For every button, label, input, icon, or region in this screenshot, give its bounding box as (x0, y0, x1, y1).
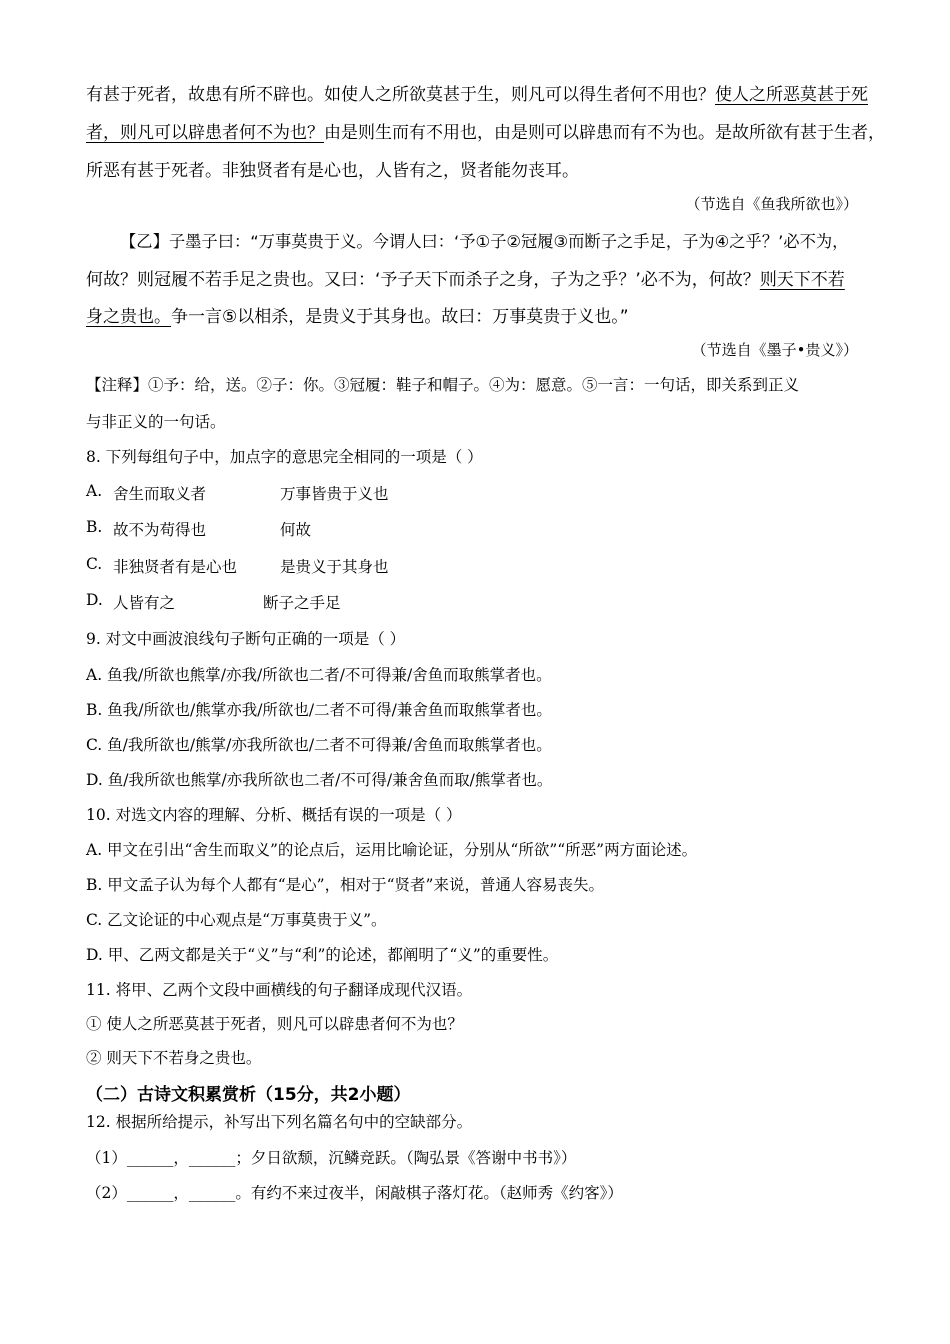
q9-option-a-text: A. 鱼我/所欲也熊掌/亦我/所欲也二者/不可得兼/舍鱼而取熊掌者也。 (86, 666, 552, 684)
q8-option-d-sentence-2: 断子之手足 (263, 594, 341, 612)
q8-stem-text: 8. 下列每组句子中，加点字的意思完全相同的一项是（ ） (86, 448, 483, 466)
jia-line-3 (86, 156, 579, 181)
q8-option-b (86, 518, 312, 539)
q10-option-d-text: D. 甲、乙两文都是关于“义”与“利”的论述，都阐明了“义”的重要性。 (86, 946, 559, 964)
q8-option-a (86, 482, 389, 503)
q8-option-b-sentence-1: 故不为苟得也 (113, 521, 207, 539)
yi-source (692, 339, 858, 360)
q10-option-b (86, 873, 604, 895)
q8-option-a-sentence-2: 万事皆贵于义也 (280, 485, 389, 503)
q8-option-a-label: A. (86, 482, 103, 500)
jia-line-2 (86, 118, 885, 143)
q10-stem (86, 803, 462, 825)
q9-option-b (86, 698, 552, 720)
q8-option-a-sentence-1: 舍生而取义者 (113, 485, 207, 503)
yi-source-text: （节选自《墨子•贵义》） (691, 341, 858, 359)
q8-stem (86, 445, 483, 467)
jia-underlined-sentence-part1: 使人之所恶莫甚于死 (715, 85, 868, 105)
q10-option-d (86, 943, 558, 965)
q11-item-1 (86, 1012, 463, 1034)
notes-line-2-text: 与非正义的一句话。 (86, 413, 226, 431)
q11-item-1-text: ① 使人之所恶莫甚于死者，则凡可以辟患者何不为也？ (86, 1015, 463, 1033)
q11-item-2 (86, 1046, 261, 1068)
jia-line-1 (86, 80, 868, 105)
q8-option-d-label: D. (86, 591, 103, 609)
yi-line-1 (120, 228, 848, 252)
notes-line-1 (86, 373, 799, 395)
yi-line-3-text: 争一言⑤以相杀，是贵义于其身也。故曰：万事莫贵于义也。” (171, 307, 629, 327)
q9-option-d-text: D. 鱼/我所欲也熊掌/亦我所欲也二者/不可得/兼舍鱼而取/熊掌者也。 (86, 771, 553, 789)
q10-option-a-text: A. 甲文在引出“舍生而取义”的论点后，运用比喻论证，分别从“所欲”“所恶”两方面论述。 (86, 841, 698, 859)
jia-source-text: （节选自《鱼我所欲也》） (685, 195, 858, 213)
q12-stem-text: 12. 根据所给提示，补写出下列名篇名句中的空缺部分。 (86, 1113, 473, 1131)
q8-option-c-sentence-1: 非独贤者有是心也 (113, 558, 238, 576)
jia-source (685, 193, 858, 214)
q10-option-c (86, 908, 387, 930)
q9-option-c (86, 733, 552, 755)
q8-option-c (86, 555, 389, 576)
q11-stem-text: 11. 将甲、乙两个文段中画横线的句子翻译成现代汉语。 (86, 981, 473, 999)
notes-line-1-text: 【注释】①予：给，送。②子：你。③冠履：鞋子和帽子。④为：愿意。⑤一言：一句话，即关系到正义 (86, 376, 800, 394)
jia-line-3-text: 所恶有甚于死者。非独贤者有是心也，人皆有之，贤者能勿丧耳。 (86, 161, 579, 181)
q8-option-d (86, 591, 341, 612)
q9-stem-text: 9. 对文中画波浪线句子断句正确的一项是（ ） (86, 630, 406, 648)
q11-item-2-text: ② 则天下不若身之贵也。 (86, 1049, 262, 1067)
q8-option-c-sentence-2: 是贵义于其身也 (280, 558, 389, 576)
q9-option-a (86, 663, 552, 685)
section-2-heading (86, 1080, 411, 1105)
jia-line-1-text: 有甚于死者，故患有所不辟也。如使人之所欲莫甚于生，则凡可以得生者何不用也？ (86, 85, 715, 105)
q10-stem-text: 10. 对选文内容的理解、分析、概括有误的一项是（ ） (86, 806, 462, 824)
q8-option-b-sentence-2: 何故 (280, 521, 312, 539)
q9-option-d (86, 768, 552, 790)
yi-line-1-text: 【乙】子墨子曰：“万事莫贵于义。今谓人曰：‘予①子②冠履③而断子之手足，子为④之乎？’必不为， (120, 232, 849, 251)
q12-item-2 (86, 1181, 623, 1203)
q8-option-d-sentence-1: 人皆有之 (113, 594, 176, 612)
q9-stem (86, 627, 405, 649)
yi-line-3 (86, 302, 629, 327)
q8-option-b-label: B. (86, 518, 103, 536)
q10-option-c-text: C. 乙文论证的中心观点是“万事莫贵于义”。 (86, 911, 387, 929)
section-2-title: （二）古诗文积累赏析（15分，共2小题） (86, 1085, 411, 1105)
jia-underlined-sentence-part2: 者，则凡可以辟患者何不为也？ (86, 123, 324, 143)
yi-line-2-text: 何故？则冠履不若手足之贵也。又曰：‘予子天下而杀子之身，子为之乎？’必不为，何故？ (86, 270, 760, 290)
q10-option-b-text: B. 甲文孟子认为每个人都有“是心”，相对于“贤者”来说，普通人容易丧失。 (86, 876, 604, 894)
yi-line-2 (86, 265, 845, 290)
q12-item-2-text: （2）______，______。有约不来过夜半，闲敲棋子落灯花。（赵师秀《约客》） (86, 1184, 623, 1202)
q9-option-c-text: C. 鱼/我所欲也/熊掌/亦我所欲也/二者不可得兼/舍鱼而取熊掌者也。 (86, 736, 552, 754)
q12-stem (86, 1110, 472, 1132)
yi-underlined-sentence-part2: 身之贵也。 (86, 307, 171, 327)
yi-underlined-sentence-part1: 则天下不若 (759, 270, 845, 290)
q12-item-1 (86, 1146, 576, 1168)
q12-item-1-text: （1）______，______；夕日欲颓，沉鳞竞跃。（陶弘景《答谢中书书》） (86, 1149, 577, 1167)
q10-option-a (86, 838, 697, 860)
q8-option-c-label: C. (86, 555, 103, 573)
q9-option-b-text: B. 鱼我/所欲也/熊掌亦我/所欲也/二者不可得/兼舍鱼而取熊掌者也。 (86, 701, 552, 719)
jia-line-2-text: 由是则生而有不用也，由是则可以辟患而有不为也。是故所欲有甚于生者， (324, 123, 885, 143)
q11-stem (86, 978, 472, 1000)
notes-line-2 (86, 410, 226, 432)
